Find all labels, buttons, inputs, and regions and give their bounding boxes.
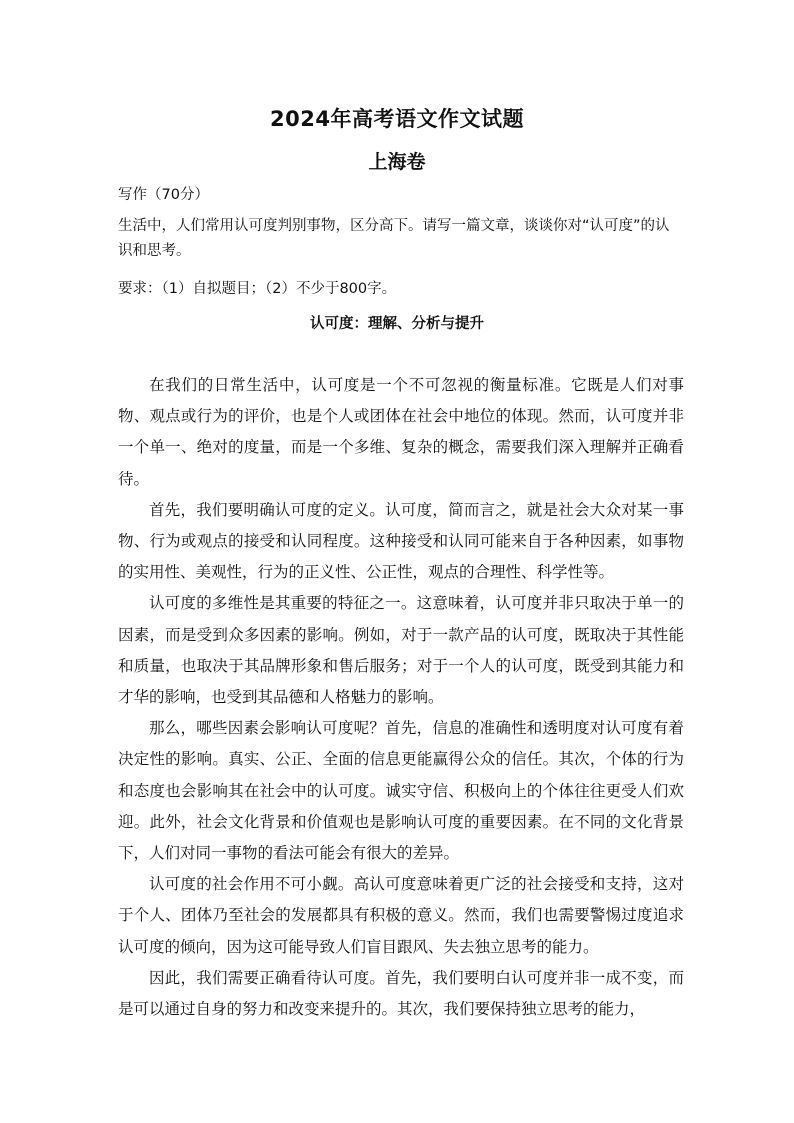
essay-paragraph: 认可度的多维性是其重要的特征之一。这意味着，认可度并非只取决于单一的因素，而是受到众多因素的影响。例如，对于一款产品的认可度，既取决于其性能和质量，也取决于其品牌形象和售后服务；对于一个人的认可度，既受到其能力和才华的影响，也受到其品德和人格魅力的影响。 xyxy=(118,594,684,707)
essay-body xyxy=(118,370,684,1025)
document-title: 2024年高考语文作文试题 xyxy=(270,107,524,131)
question-requirements: 要求：（1）自拟题目；（2）不少于800字。 xyxy=(118,281,397,297)
question-score-line: 写作（70分） xyxy=(118,187,209,203)
essay-title: 认可度：理解、分析与提升 xyxy=(310,316,484,332)
essay-paragraph: 首先，我们要明确认可度的定义。认可度，简而言之，就是社会大众对某一事物、行为或观点的接受和认同程度。这种接受和认同可能来自于各种因素，如事物的实用性、美观性，行为的正义性、公正性，观点的合理性、科学性等。 xyxy=(118,500,684,582)
question-prompt: 生活中，人们常用认可度判别事物，区分高下。请写一篇文章，谈谈你对“认可度”的认识和思考。 xyxy=(118,218,670,259)
essay-paragraph: 认可度的社会作用不可小觑。高认可度意味着更广泛的社会接受和支持，这对于个人、团体乃至社会的发展都具有积极的意义。然而，我们也需要警惕过度追求认可度的倾向，因为这可能导致人们盲目跟风、失去独立思考的能力。 xyxy=(118,875,684,956)
essay-paragraph: 因此，我们需要正确看待认可度。首先，我们要明白认可度并非一成不变，而是可以通过自身的努力和改变来提升的。其次，我们要保持独立思考的能力， xyxy=(118,968,684,1019)
essay-paragraph: 那么，哪些因素会影响认可度呢？首先，信息的准确性和透明度对认可度有着决定性的影响。真实、公正、全面的信息更能赢得公众的信任。其次，个体的行为和态度也会影响其在社会中的认可度。诚实守信、积极向上的个体往往更受人们欢迎。此外，社会文化背景和价值观也是影响认可度的重要因素。在不同的文化背景下，人们对同一事物的看法可能会有很大的差异。 xyxy=(118,719,684,863)
essay-paragraph: 在我们的日常生活中，认可度是一个不可忽视的衡量标准。它既是人们对事物、观点或行为的评价，也是个人或团体在社会中地位的体现。然而，认可度并非一个单一、绝对的度量，而是一个多维、复杂的概念，需要我们深入理解并正确看待。 xyxy=(118,376,684,488)
document-subtitle: 上海卷 xyxy=(368,151,426,173)
